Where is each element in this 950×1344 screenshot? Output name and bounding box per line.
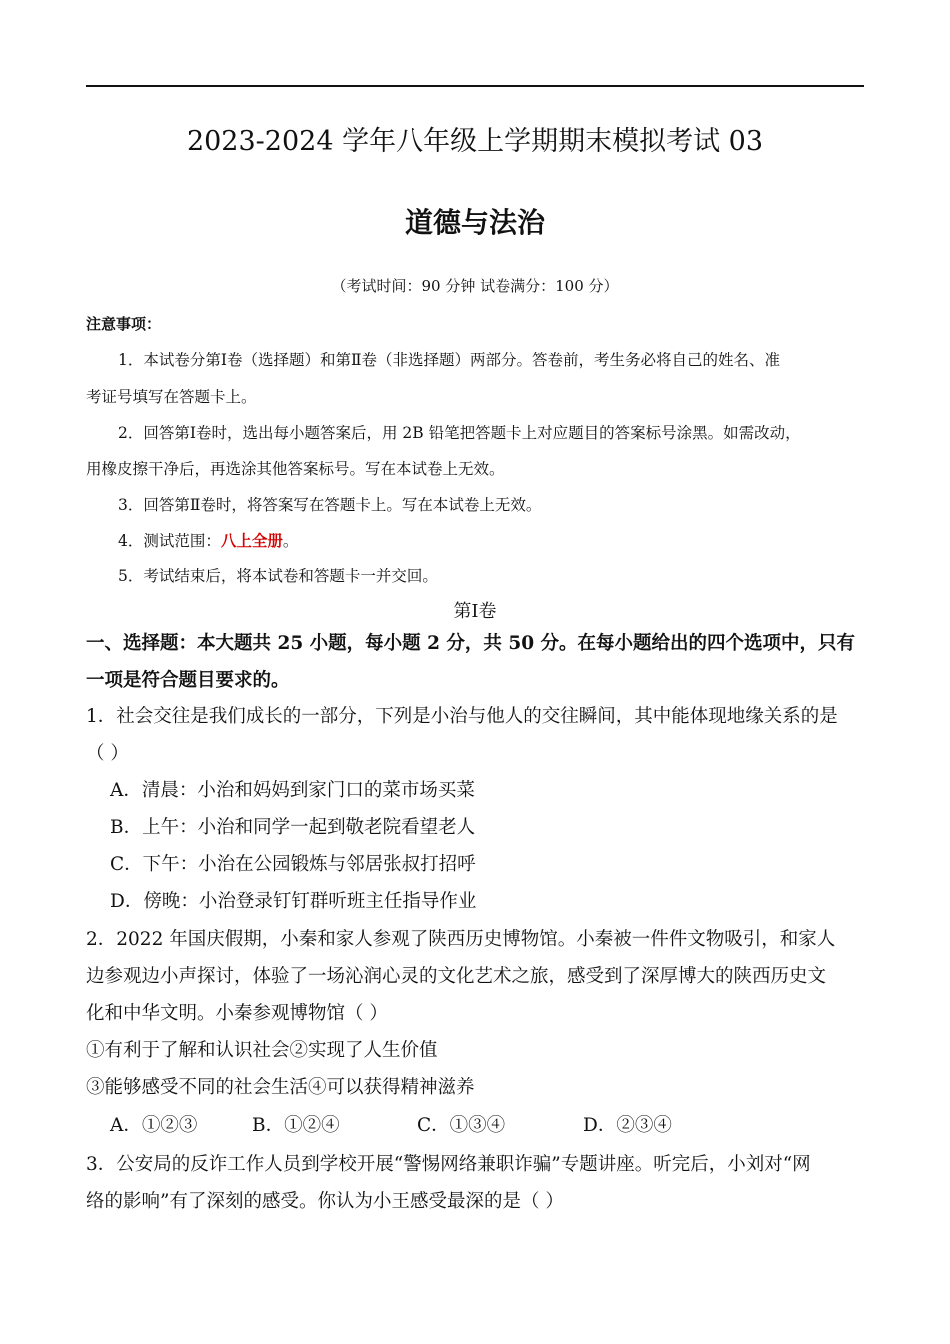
q2-statement-line-1: ①有利于了解和认识社会②实现了人生价值 xyxy=(86,1040,438,1061)
q2-statement-line-2: ③能够感受不同的社会生活④可以获得精神滋养 xyxy=(86,1077,475,1098)
part1-instruction-line-2: 一项是符合题目要求的。 xyxy=(86,670,290,691)
q1-stem-line-2: （ ） xyxy=(86,743,129,764)
q1-stem-line-1: 1．社会交往是我们成长的一部分，下列是小治与他人的交往瞬间，其中能体现地缘关系的是 xyxy=(86,706,838,727)
q2-stem-line-2: 边参观边小声探讨，体验了一场沁润心灵的文化艺术之旅，感受到了深厚博大的陕西历史文 xyxy=(86,966,827,987)
notice-heading: 注意事项： xyxy=(86,315,162,333)
subject-title: 道德与法治 xyxy=(404,206,545,239)
q2-option-b: B．①②④ xyxy=(252,1115,340,1136)
q2-stem-line-1: 2．2022 年国庆假期，小秦和家人参观了陕西历史博物馆。小秦被一件件文物吸引，和家人 xyxy=(86,929,836,950)
notice-item-2-line-1: 2．回答第Ⅰ卷时，选出每小题答案后，用 2B 铅笔把答题卡上对应题目的答案标号涂黑。如需改动， xyxy=(118,424,801,442)
notice-item-5: 5．考试结束后，将本试卷和答题卡一并交回。 xyxy=(118,567,438,585)
q1-option-c: C．下午：小治在公园锻炼与邻居张叔打招呼 xyxy=(110,854,476,875)
section-label: 第Ⅰ卷 xyxy=(453,601,497,622)
header-rule xyxy=(86,85,864,87)
notice-item-4-suffix: 。 xyxy=(282,532,299,550)
test-range-highlight: 八上全册 xyxy=(220,531,283,550)
exam-title: 2023-2024 学年八年级上学期期末模拟考试 03 xyxy=(186,126,764,157)
q1-option-d: D．傍晚：小治登录钉钉群听班主任指导作业 xyxy=(110,891,477,912)
notice-item-4-prefix: 4．测试范围： xyxy=(118,532,221,550)
q2-option-d: D．②③④ xyxy=(583,1115,672,1136)
notice-item-1-line-1: 1．本试卷分第Ⅰ卷（选择题）和第Ⅱ卷（非选择题）两部分。答卷前，考生务必将自己的姓名、准 xyxy=(118,351,781,369)
q2-option-c: C．①③④ xyxy=(417,1115,506,1136)
q2-option-a: A．①②③ xyxy=(110,1115,198,1136)
exam-info: （考试时间：90 分钟 试卷满分：100 分） xyxy=(331,277,619,295)
notice-item-4 xyxy=(118,531,298,551)
notice-item-1-line-2: 考证号填写在答题卡上。 xyxy=(86,388,257,406)
q2-stem-line-3: 化和中华文明。小秦参观博物馆（ ） xyxy=(86,1003,388,1024)
notice-item-2-line-2: 用橡皮擦干净后，再选涂其他答案标号。写在本试卷上无效。 xyxy=(86,460,505,478)
notice-item-3: 3．回答第Ⅱ卷时，将答案写在答题卡上。写在本试卷上无效。 xyxy=(118,496,542,514)
q3-stem-line-1: 3．公安局的反诈工作人员到学校开展“警惕网络兼职诈骗”专题讲座。听完后，小刘对“网 xyxy=(86,1154,811,1175)
q1-option-b: B．上午：小治和同学一起到敬老院看望老人 xyxy=(110,817,476,838)
q3-stem-line-2: 络的影响”有了深刻的感受。你认为小王感受最深的是（ ） xyxy=(86,1191,564,1212)
part1-instruction-line-1: 一、选择题：本大题共 25 小题，每小题 2 分，共 50 分。在每小题给出的四个选项中，只有 xyxy=(86,633,856,654)
q1-option-a: A．清晨：小治和妈妈到家门口的菜市场买菜 xyxy=(110,780,475,801)
